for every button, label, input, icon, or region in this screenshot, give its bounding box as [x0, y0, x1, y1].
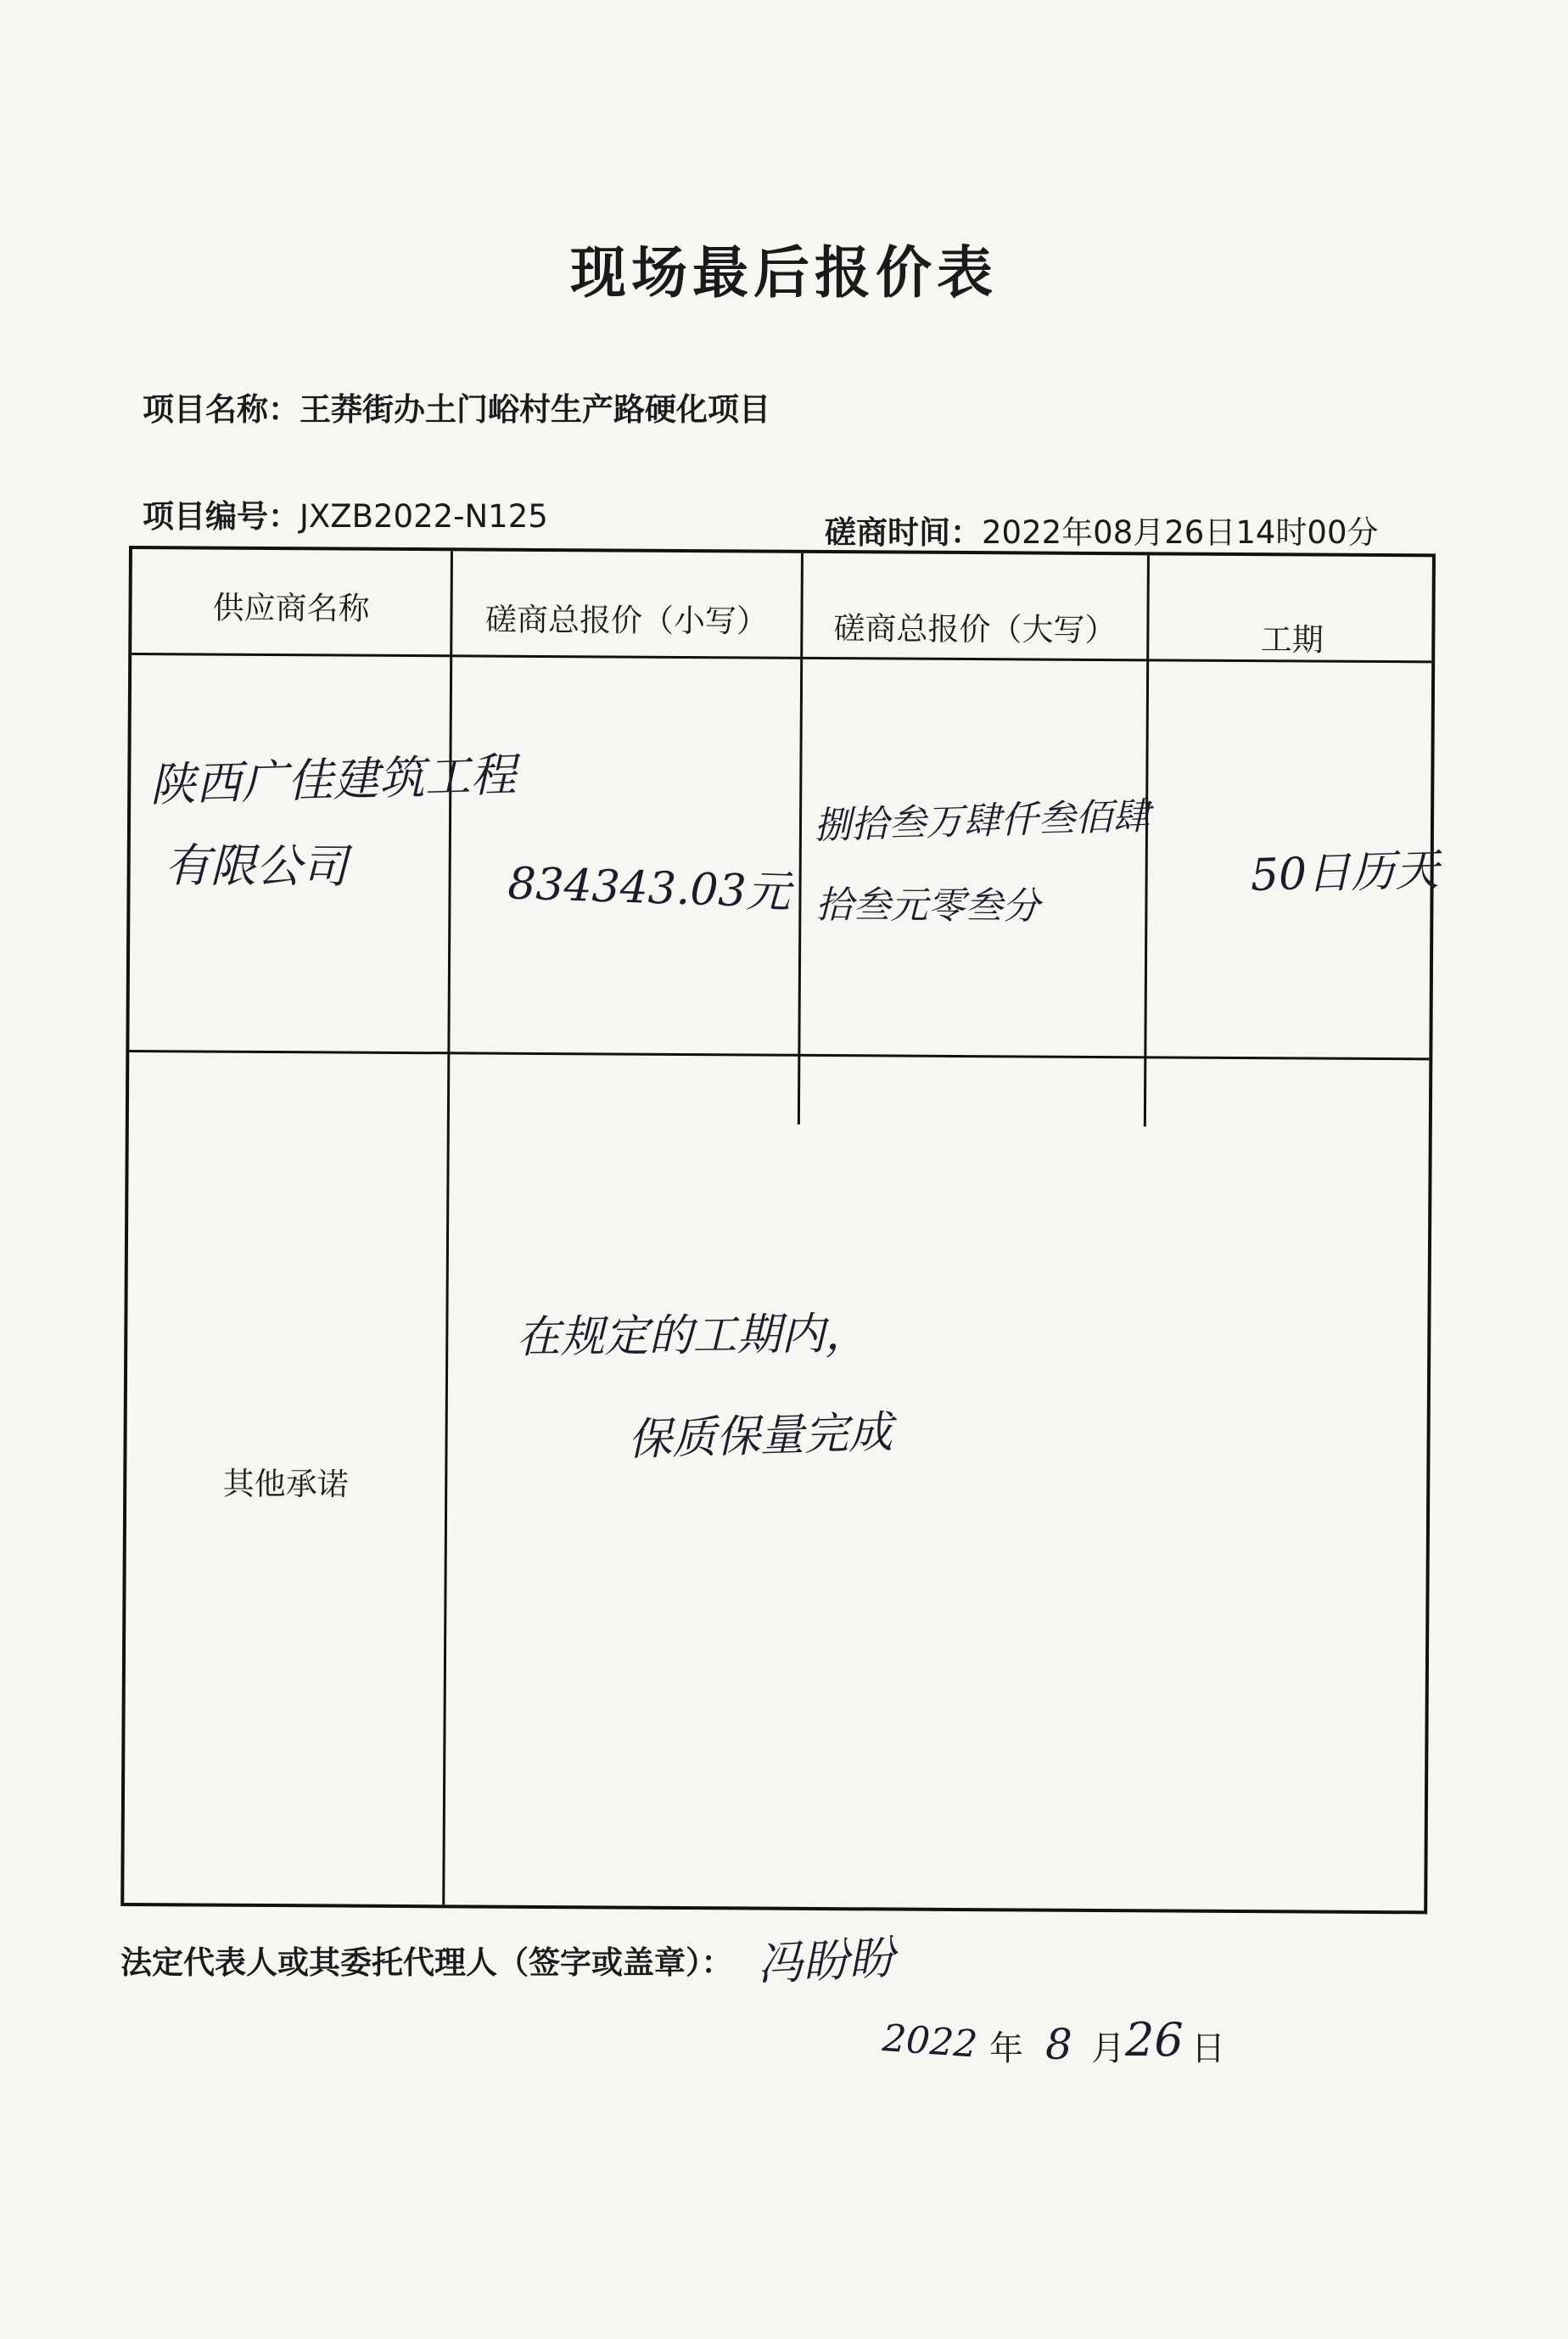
negotiation-time-value: 2022年08月26日14时00分 [982, 514, 1379, 551]
date-day-unit: 日 [1191, 2029, 1225, 2068]
signature-label: 法定代表人或其委托代理人（签字或盖章）： [120, 1944, 733, 1981]
project-name-value: 王莽街办土门峪村生产路硬化项目 [300, 391, 770, 428]
duration-handwriting: 50日历天 [1250, 844, 1440, 901]
date-year-unit: 年 [989, 2029, 1023, 2068]
document-title: 现场最后报价表 [570, 240, 998, 306]
header-price-big: 磋商总报价（大写） [833, 610, 1117, 649]
project-code-label: 项目编号： [143, 498, 300, 535]
header-supplier-name: 供应商名称 [212, 589, 370, 627]
project-code-row [143, 491, 548, 536]
negotiation-time-label: 磋商时间： [825, 514, 982, 551]
date-year-handwriting: 2022 [881, 2016, 979, 2067]
price-big-handwriting-line1: 捌拾叁万肆仟叁佰肆 [813, 794, 1151, 848]
signature-handwriting: 冯盼盼 [755, 1930, 896, 1992]
price-small-handwriting: 834343.03元 [507, 858, 792, 919]
project-name-label: 项目名称： [143, 391, 300, 428]
supplier-name-handwriting-line2: 有限公司 [164, 839, 348, 894]
table-divider [129, 1050, 1429, 1060]
header-price-small: 磋商总报价（小写） [484, 601, 769, 640]
date-month-handwriting: 8 [1045, 2020, 1072, 2069]
project-code-value: JXZB2022-N125 [300, 498, 548, 535]
supplier-name-handwriting-line1: 陕西广佳建筑工程 [148, 748, 518, 812]
quotation-table [120, 546, 1440, 1914]
project-name-row [143, 384, 770, 429]
negotiation-time-row [825, 507, 1379, 552]
date-day-handwriting: 26 [1125, 2013, 1184, 2067]
other-commitments-handwriting-line2: 保质保量完成 [626, 1407, 893, 1467]
price-big-handwriting-line2: 拾叁元零叁分 [815, 883, 1040, 928]
date-month-unit: 月 [1091, 2029, 1125, 2068]
other-commitments-label: 其他承诺 [222, 1465, 349, 1503]
header-duration: 工期 [1260, 621, 1324, 659]
other-commitments-handwriting-line1: 在规定的工期内， [516, 1308, 870, 1364]
